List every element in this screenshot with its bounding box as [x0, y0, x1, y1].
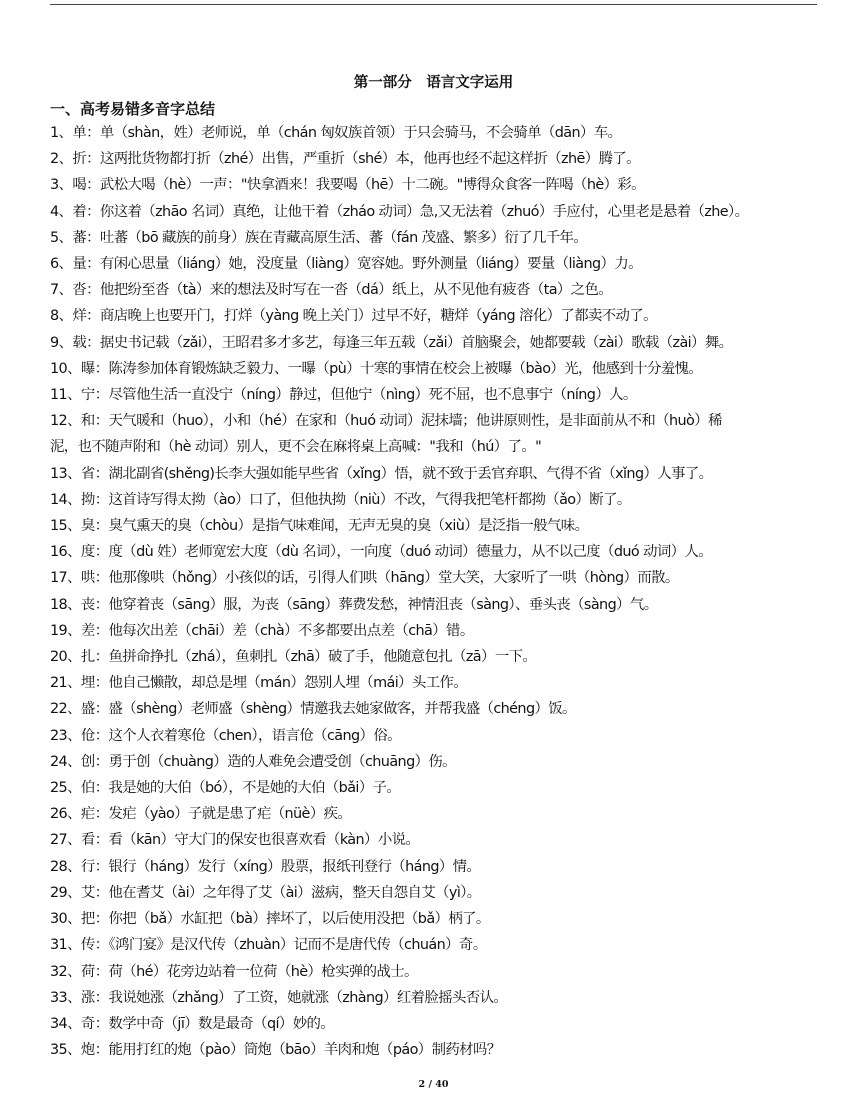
- text-line: 2、折：这两批货物都打折（zhé）出售，严重折（shé）本，他再也经不起这样折（zhē）腾了。: [50, 151, 640, 168]
- text-line: 20、扎：鱼拼命挣扎（zhá），鱼刺扎（zhā）破了手，他随意包扎（zā）一下。: [50, 649, 537, 666]
- text-line: 27、看：看（kān）守大门的保安也很喜欢看（kàn）小说。: [50, 832, 420, 849]
- text-line: 23、伧：这个人衣着寒伧（chen），语言伧（cāng）俗。: [50, 727, 401, 744]
- text-line: 11、宁：尽管他生活一直没宁（níng）静过，但他宁（nìng）死不屈，也不息事宁（níng）人。: [50, 387, 637, 404]
- text-line: 25、伯：我是她的大伯（bó），不是她的大伯（bǎi）子。: [50, 780, 401, 797]
- text-line: 6、量：有闲心思量（liáng）她，没度量（liàng）宽容她。野外测量（liáng）要量（liàng）力。: [50, 256, 642, 273]
- text-line: 1、单：单（shàn，姓）老师说，单（chán 匈奴族首领）于只会骑马，不会骑单（dān）车。: [50, 125, 622, 141]
- text-line: 35、炮：能用打红的炮（pào）筒炮（bāo）羊肉和炮（páo）制药材吗？: [50, 1042, 501, 1059]
- text-line: 13、省：湖北副省(shěng)长李大强如能早些省（xǐng）悟，就不致于丢官弃职、气得不省（xǐng）人事了。: [50, 465, 713, 482]
- text-line: 32、荷：荷（hé）花旁边站着一位荷（hè）枪实弹的战士。: [50, 963, 418, 980]
- text-line: 8、烊：商店晚上也要开门，打烊（yàng 晚上关门）过早不好，糖烊（yáng 溶化）了都卖不动了。: [50, 308, 657, 325]
- text-line: 28、行：银行（háng）发行（xíng）股票，报纸刊登行（háng）情。: [50, 858, 481, 875]
- text-line: 33、涨：我说她涨（zhǎng）了工资，她就涨（zhàng）红着脸摇头否认。: [50, 989, 508, 1006]
- text-line: 10、曝：陈涛参加体育锻炼缺乏毅力、一曝（pù）十寒的事情在校会上被曝（bào）光，他感到十分羞愧。: [50, 360, 703, 377]
- text-line: 9、载：据史书记载（zǎi），王昭君多才多艺，每逢三年五载（zǎi）首脑聚会，她都要载（zài）歌载（zài）舞。: [50, 334, 733, 351]
- text-line: 26、疟：发疟（yào）子就是患了疟（nüè）疾。: [50, 806, 352, 823]
- text-line: 5、蕃：吐蕃（bō 藏族的前身）族在青藏高原生活、蕃（fán 茂盛、繁多）衍了几千年。: [50, 229, 588, 246]
- text-line: 31、传：《鸿门宴》是汉代传（zhuàn）记而不是唐代传（chuán）奇。: [50, 937, 487, 954]
- text-line: 12、和：天气暖和（huo），小和（hé）在家和（huó 动词）泥抹墙；他讲原则性，是非面前从不和（huò）稀: [50, 413, 722, 430]
- text-line: 24、创：勇于创（chuàng）造的人难免会遭受创（chuāng）伤。: [50, 753, 456, 770]
- text-line: 17、哄：他那像哄（hǒng）小孩似的话，引得人们哄（hāng）堂大笑，大家听了一哄（hòng）而散。: [50, 570, 679, 587]
- text-line: 19、差：他每次出差（chāi）差（chà）不多都要出点差（chā）错。: [50, 622, 474, 639]
- text-line: 21、埋：他自己懒散，却总是埋（mán）怨别人埋（mái）头工作。: [50, 675, 468, 692]
- text-line: 3、喝：武松大喝（hè）一声："快拿酒来！我要喝（hē）十二碗。"博得众食客一阵喝（hè）彩。: [50, 177, 645, 194]
- top-rule: [50, 4, 817, 5]
- text-line: 34、奇：数学中奇（jī）数是最奇（qí）妙的。: [50, 1015, 335, 1032]
- text-line: 泥，也不随声附和（hè 动词）别人，更不会在麻将桌上高喊："我和（hú）了。": [50, 439, 542, 456]
- text-line: 18、丧：他穿着丧（sāng）服，为丧（sāng）葬费发愁，神情沮丧（sàng）、垂头丧（sàng）气。: [50, 596, 658, 613]
- text-line: 4、着：你这着（zhāo 名词）真绝，让他干着（zháo 动词）急,又无法着（zhuó）手应付，心里老是悬着（zhe）。: [50, 203, 749, 220]
- text-line: 14、拗：这首诗写得太拗（ào）口了，但他执拗（niù）不改，气得我把笔杆都拗（ǎo）断了。: [50, 491, 631, 508]
- text-line: 15、臭：臭气熏天的臭（chòu）是指气味难闻，无声无臭的臭（xiù）是泛指一般气味。: [50, 518, 589, 535]
- section-heading: 一、高考易错多音字总结: [50, 100, 216, 118]
- text-line: 7、沓：他把纷至沓（tà）来的想法及时写在一沓（dá）纸上，从不见他有疲沓（ta）之色。: [50, 282, 613, 299]
- document-body: [50, 120, 820, 1063]
- page-number: 2 / 40: [418, 1079, 449, 1090]
- text-line: 29、艾：他在耆艾（ài）之年得了艾（ài）滋病，整天自怨自艾（yì）。: [50, 884, 481, 901]
- text-line: 22、盛：盛（shèng）老师盛（shèng）情邀我去她家做客，并帮我盛（chéng）饭。: [50, 701, 576, 718]
- page-title: 第一部分 语言文字运用: [353, 75, 514, 91]
- text-line: 30、把：你把（bǎ）水缸把（bà）摔坏了，以后使用没把（bǎ）柄了。: [50, 911, 490, 928]
- text-line: 16、度：度（dù 姓）老师宽宏大度（dù 名词），一向度（duó 动词）德量力，从不以己度（duó 动词）人。: [50, 544, 713, 561]
